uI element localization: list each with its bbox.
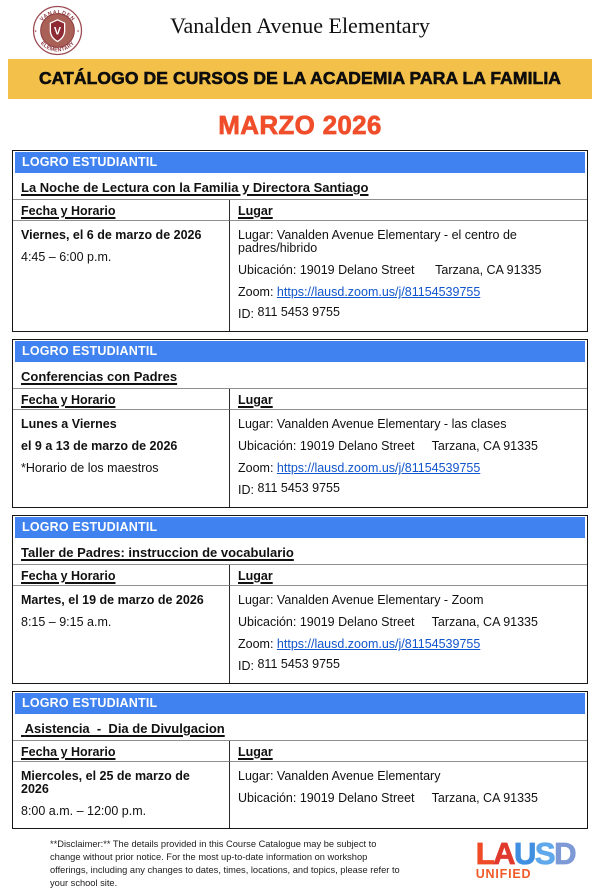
course-title-row <box>13 714 587 741</box>
column-header-date: Fecha y Horario <box>13 741 229 762</box>
page-footer <box>50 838 575 890</box>
zoom-line <box>238 462 579 475</box>
section-category-bar: LOGRO ESTUDIANTIL <box>15 152 585 173</box>
schedule-date: Martes, el 19 de marzo de 2026 <box>21 593 204 607</box>
zoom-link[interactable]: https://lausd.zoom.us/j/81154539755 <box>276 461 481 475</box>
meeting-id-label: ID: <box>238 659 254 673</box>
logo-decoration-right-icon: ✦ <box>76 28 80 34</box>
logo-monogram: V <box>53 25 62 38</box>
column-header-place: Lugar <box>229 565 587 586</box>
meeting-id-line <box>238 481 579 497</box>
schedule-cell <box>13 221 229 331</box>
venue-line: Lugar: Vanalden Avenue Elementary - las clases <box>238 417 507 431</box>
school-name-title: Vanalden Avenue Elementary <box>170 13 430 38</box>
zoom-link[interactable]: https://lausd.zoom.us/j/81154539755 <box>276 637 481 651</box>
course-section-4 <box>12 691 588 829</box>
meeting-id-label: ID: <box>238 307 254 321</box>
address-line: Ubicación: 19019 Delano Street Tarzana, CA 91335 <box>238 263 542 277</box>
course-details-table <box>13 565 587 683</box>
page-header <box>0 0 600 57</box>
meeting-id-value: 811 5453 9755 <box>257 305 340 319</box>
course-details-table <box>13 741 587 828</box>
logo-school-bottom-text: ELEMENTARY <box>38 40 77 54</box>
column-header-date: Fecha y Horario <box>13 565 229 586</box>
school-logo <box>32 5 83 56</box>
course-title: Conferencias con Padres <box>21 369 178 384</box>
zoom-line <box>238 638 579 651</box>
venue-line: Lugar: Vanalden Avenue Elementary - el centro de padres/hibrido <box>238 228 521 255</box>
lausd-letter-s: S <box>534 836 555 871</box>
column-header-place: Lugar <box>229 200 587 221</box>
section-category-bar: LOGRO ESTUDIANTIL <box>15 693 585 714</box>
zoom-label: Zoom: <box>238 461 274 475</box>
logo-school-top-text: VANALDEN <box>39 9 76 23</box>
course-details-table <box>13 200 587 331</box>
column-header-place: Lugar <box>229 741 587 762</box>
course-title: Asistencia - Dia de Divulgacion <box>21 721 225 736</box>
schedule-date: Viernes, el 6 de marzo de 2026 <box>21 228 202 242</box>
meeting-id-label: ID: <box>238 483 254 497</box>
zoom-line <box>238 286 579 299</box>
meeting-id-value: 811 5453 9755 <box>257 657 340 671</box>
lausd-wordmark <box>475 836 575 871</box>
schedule-date: Miercoles, el 25 de marzo de 2026 <box>21 769 194 796</box>
schedule-cell <box>13 762 229 828</box>
schedule-time: 4:45 – 6:00 p.m. <box>21 250 112 264</box>
lausd-letter-a: A <box>493 836 515 871</box>
address-line: Ubicación: 19019 Delano Street Tarzana, CA 91335 <box>238 615 538 629</box>
course-title-row <box>13 362 587 389</box>
logo-decoration-left-icon: ✦ <box>34 28 38 34</box>
column-header-date: Fecha y Horario <box>13 389 229 410</box>
course-section-3 <box>12 515 588 684</box>
schedule-time: 8:15 – 9:15 a.m. <box>21 615 112 629</box>
disclaimer-text: **Disclaimer:** The details provided in this Course Catalogue may be subject to change without prior notice. For the most up-to-date information on workshop offerings, including any changes to dates, times, locations, and topics, please refer to your school site. <box>50 839 400 889</box>
place-cell <box>229 221 587 331</box>
schedule-time: 8:00 a.m. – 12:00 p.m. <box>21 804 147 818</box>
schedule-days: Lunes a Viernes <box>21 417 117 431</box>
venue-line: Lugar: Vanalden Avenue Elementary - Zoom <box>238 593 484 607</box>
meeting-id-line <box>238 657 579 673</box>
schedule-cell <box>13 410 229 507</box>
column-header-date: Fecha y Horario <box>13 200 229 221</box>
schedule-cell <box>13 586 229 683</box>
course-title: Taller de Padres: instruccion de vocabulario <box>21 545 294 560</box>
lausd-unified-label: UNIFIED <box>475 867 532 882</box>
course-title: La Noche de Lectura con la Familia y Directora Santiago <box>21 180 369 195</box>
schedule-date: el 9 a 13 de marzo de 2026 <box>21 439 178 453</box>
section-category-bar: LOGRO ESTUDIANTIL <box>15 341 585 362</box>
month-title: MARZO 2026 <box>218 110 382 140</box>
course-title-row <box>13 538 587 565</box>
place-cell <box>229 586 587 683</box>
zoom-label: Zoom: <box>238 637 274 651</box>
course-section-1 <box>12 150 588 332</box>
place-cell <box>229 762 587 828</box>
place-cell <box>229 410 587 507</box>
address-line: Ubicación: 19019 Delano Street Tarzana, CA 91335 <box>238 439 538 453</box>
zoom-link[interactable]: https://lausd.zoom.us/j/81154539755 <box>276 285 481 299</box>
venue-line: Lugar: Vanalden Avenue Elementary <box>238 769 441 783</box>
course-section-2 <box>12 339 588 508</box>
lausd-letter-d: D <box>554 836 575 871</box>
catalog-banner: CATÁLOGO DE CURSOS DE LA ACADEMIA PARA LA FAMILIA <box>8 59 592 99</box>
schedule-note: *Horario de los maestros <box>21 461 159 475</box>
zoom-label: Zoom: <box>238 285 274 299</box>
column-header-place: Lugar <box>229 389 587 410</box>
lausd-letter-l: L <box>475 836 494 871</box>
lausd-letter-u: U <box>514 836 535 871</box>
course-details-table <box>13 389 587 507</box>
address-line: Ubicación: 19019 Delano Street Tarzana, CA 91335 <box>238 791 538 805</box>
course-title-row <box>13 173 587 200</box>
meeting-id-line <box>238 305 579 321</box>
lausd-logo <box>476 838 575 881</box>
section-category-bar: LOGRO ESTUDIANTIL <box>15 517 585 538</box>
meeting-id-value: 811 5453 9755 <box>257 481 340 495</box>
